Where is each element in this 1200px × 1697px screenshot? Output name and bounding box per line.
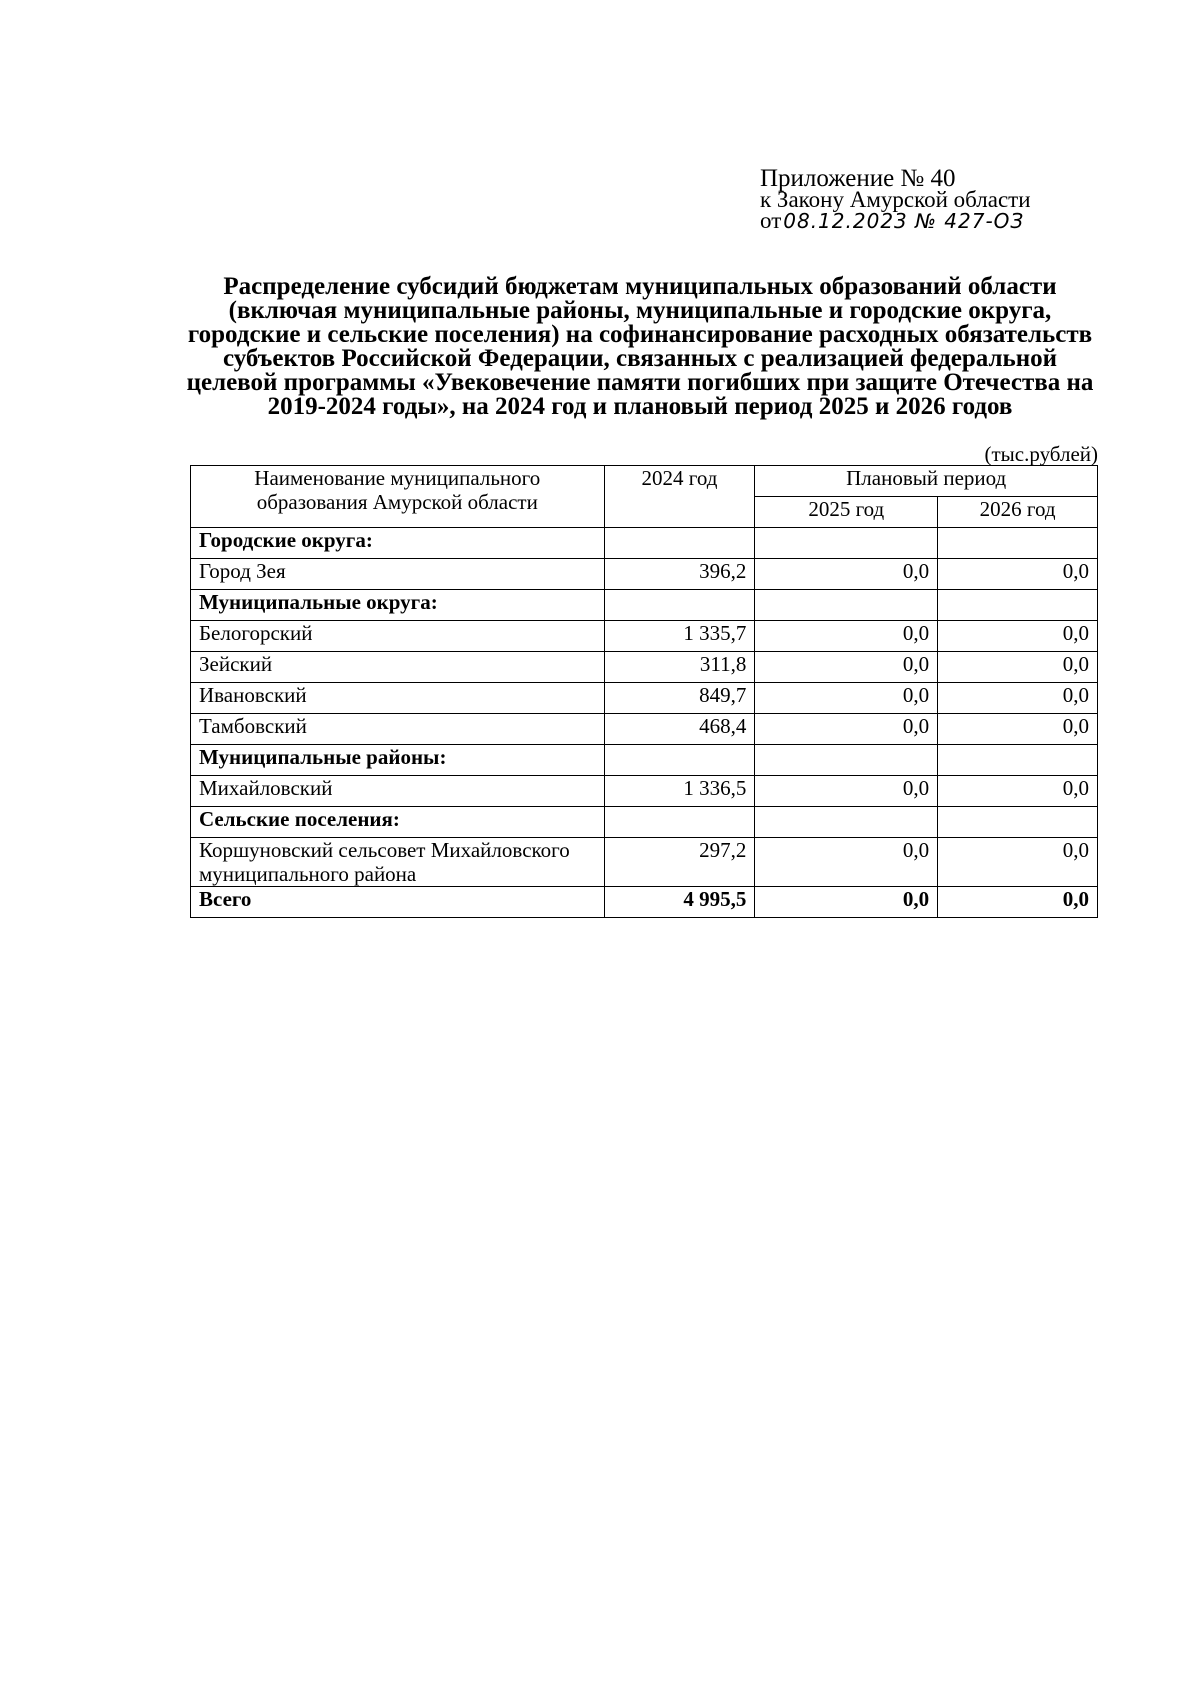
total-2026: 0,0 [938,887,1098,918]
document-title: Распределение субсидий бюджетам муниципальных образований области (включая муниципальные районы, муниципальные и городские округа, городские и сельские поселения) на софинансирование расходных обязательств субъектов Российской Федерации, связанных с реализацией федеральной целевой программы «Увековечение памяти погибших при защите Отечества на 2019-2024 годы», на 2024 год и плановый период 2025 и 2026 годов [186,273,1094,420]
row-2026: 0,0 [938,621,1098,652]
row-name: Михайловский [191,776,605,807]
table-row [191,528,1098,559]
header-planned-period: Плановый период [755,466,1098,497]
row-name: Коршуновский сельсовет Михайловского муниципального района [191,838,605,887]
header-name: Наименование муниципального образования Амурской области [191,466,605,528]
row-name: Белогорский [191,621,605,652]
row-2026: 0,0 [938,559,1098,590]
total-2025: 0,0 [755,887,938,918]
row-name: Муниципальные районы: [191,745,605,776]
row-2024 [604,745,755,776]
subsidy-table [190,465,1098,918]
row-2024 [604,528,755,559]
appendix-number: Приложение № 40 [760,165,956,192]
row-2025: 0,0 [755,714,938,745]
appendix-block [760,165,1031,233]
row-2024 [604,807,755,838]
header-2026: 2026 год [938,497,1098,528]
row-2026: 0,0 [938,838,1098,887]
row-2024: 468,4 [604,714,755,745]
row-name: Город Зея [191,559,605,590]
table-row [191,776,1098,807]
table-total-row [191,887,1098,918]
row-2025: 0,0 [755,621,938,652]
appendix-law-reference: к Закону Амурской области [760,187,1031,212]
row-2024: 849,7 [604,683,755,714]
row-2026 [938,745,1098,776]
row-2026: 0,0 [938,776,1098,807]
table-row [191,590,1098,621]
row-2024: 396,2 [604,559,755,590]
row-2026 [938,528,1098,559]
table-row [191,745,1098,776]
table-row [191,683,1098,714]
row-2024: 1 335,7 [604,621,755,652]
row-2025 [755,528,938,559]
row-2024: 311,8 [604,652,755,683]
appendix-date-prefix: от [760,208,782,233]
table-row [191,714,1098,745]
handwritten-date-number: 08.12.2023 № 427-ОЗ [783,209,1025,233]
row-2025 [755,745,938,776]
row-2025: 0,0 [755,776,938,807]
row-name: Зейский [191,652,605,683]
row-2025: 0,0 [755,652,938,683]
row-2025 [755,807,938,838]
row-2025 [755,590,938,621]
row-name: Сельские поселения: [191,807,605,838]
row-name: Ивановский [191,683,605,714]
row-2024: 297,2 [604,838,755,887]
row-name: Муниципальные округа: [191,590,605,621]
header-2024: 2024 год [604,466,755,528]
row-name: Городские округа: [191,528,605,559]
row-2026: 0,0 [938,683,1098,714]
table-row [191,838,1098,887]
table-row [191,559,1098,590]
row-2025: 0,0 [755,838,938,887]
row-2026 [938,590,1098,621]
total-label: Всего [191,887,605,918]
appendix-date-line [760,210,1031,232]
row-2024: 1 336,5 [604,776,755,807]
row-2026: 0,0 [938,714,1098,745]
table-row [191,621,1098,652]
row-name: Тамбовский [191,714,605,745]
table-row [191,807,1098,838]
total-2024: 4 995,5 [604,887,755,918]
row-2025: 0,0 [755,559,938,590]
row-2025: 0,0 [755,683,938,714]
table-row [191,652,1098,683]
table-header-row [191,466,1098,497]
row-2024 [604,590,755,621]
units-label: (тыс.рублей) [984,442,1098,466]
row-2026 [938,807,1098,838]
header-2025: 2025 год [755,497,938,528]
row-2026: 0,0 [938,652,1098,683]
